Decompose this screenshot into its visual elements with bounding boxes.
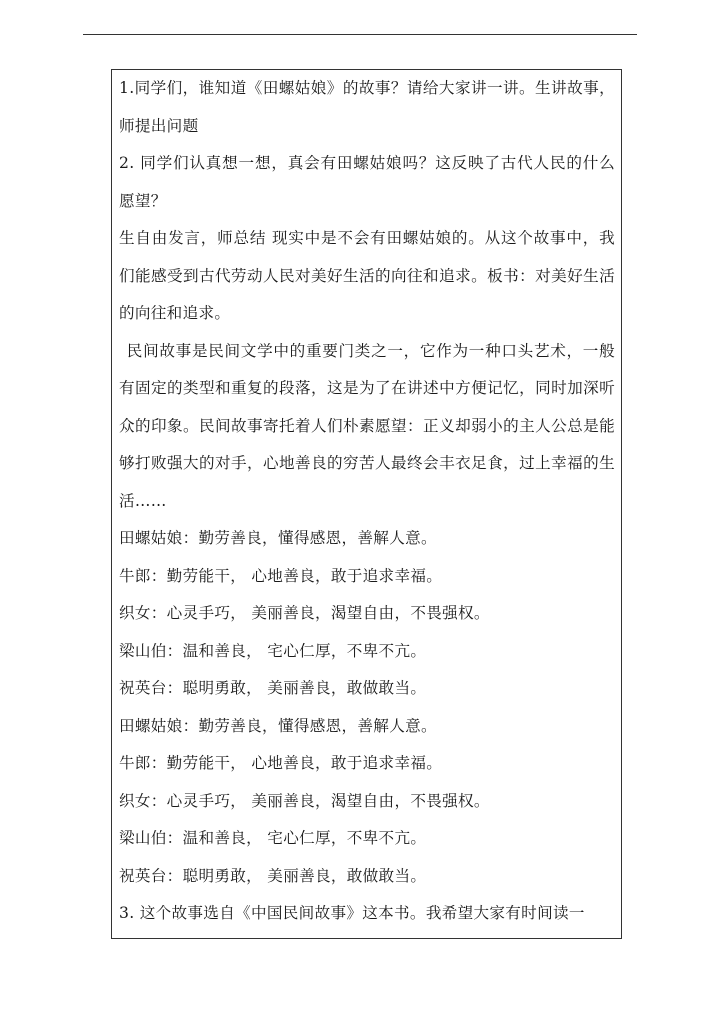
character-liangshanbo-repeat: 梁山伯：温和善良， 宅心仁厚，不卑不亢。 [119, 829, 427, 847]
character-zhuyingtai: 祝英台：聪明勇敢， 美丽善良，敢做敢当。 [119, 679, 427, 697]
character-liangshanbo: 梁山伯：温和善良， 宅心仁厚，不卑不亢。 [119, 641, 427, 660]
character-niulang: 牛郎：勤劳能干， 心地善良，敢于追求幸福。 [119, 566, 443, 585]
question-2: 2. 同学们认真想一想，真会有田螺姑娘吗？这反映了古代人民的什么愿望？ [119, 154, 615, 210]
lesson-content [119, 70, 615, 933]
teacher-summary: 生自由发言，师总结 现实中是不会有田螺姑娘的。从这个故事中，我们能感受到古代劳动人民对美好生活的向往和追求。板书：对美好生活的向往和追求。 [119, 229, 615, 322]
folk-tale-description: 民间故事是民间文学中的重要门类之一，它作为一种口头艺术，一般有固定的类型和重复的段落，这是为了在讲述中方便记忆，同时加深听众的印象。民间故事寄托着人们朴素愿望：正义却弱小的主人公总是能够打败强大的对手，心地善良的穷苦人最终会丰衣足食，过上幸福的生活…… [119, 341, 615, 510]
character-zhinv-repeat: 织女：心灵手巧， 美丽善良，渴望自由，不畏强权。 [119, 791, 490, 810]
character-tianluo: 田螺姑娘：勤劳善良，懂得感恩，善解人意。 [119, 529, 437, 547]
question-1: 1.同学们，谁知道《田螺姑娘》的故事？请给大家讲一讲。生讲故事，师提出问题 [119, 79, 615, 135]
character-tianluo-repeat: 田螺姑娘：勤劳善良，懂得感恩，善解人意。 [119, 716, 437, 735]
lesson-table-cell [111, 69, 622, 939]
header-rule [83, 34, 637, 35]
character-zhinv: 织女：心灵手巧， 美丽善良，渴望自由，不畏强权。 [119, 604, 490, 622]
character-niulang-repeat: 牛郎：勤劳能干， 心地善良，敢于追求幸福。 [119, 754, 443, 772]
character-zhuyingtai-repeat: 祝英台：聪明勇敢， 美丽善良，敢做敢当。 [119, 866, 427, 885]
question-3: 3. 这个故事选自《中国民间故事》这本书。我希望大家有时间读一 [119, 904, 585, 922]
